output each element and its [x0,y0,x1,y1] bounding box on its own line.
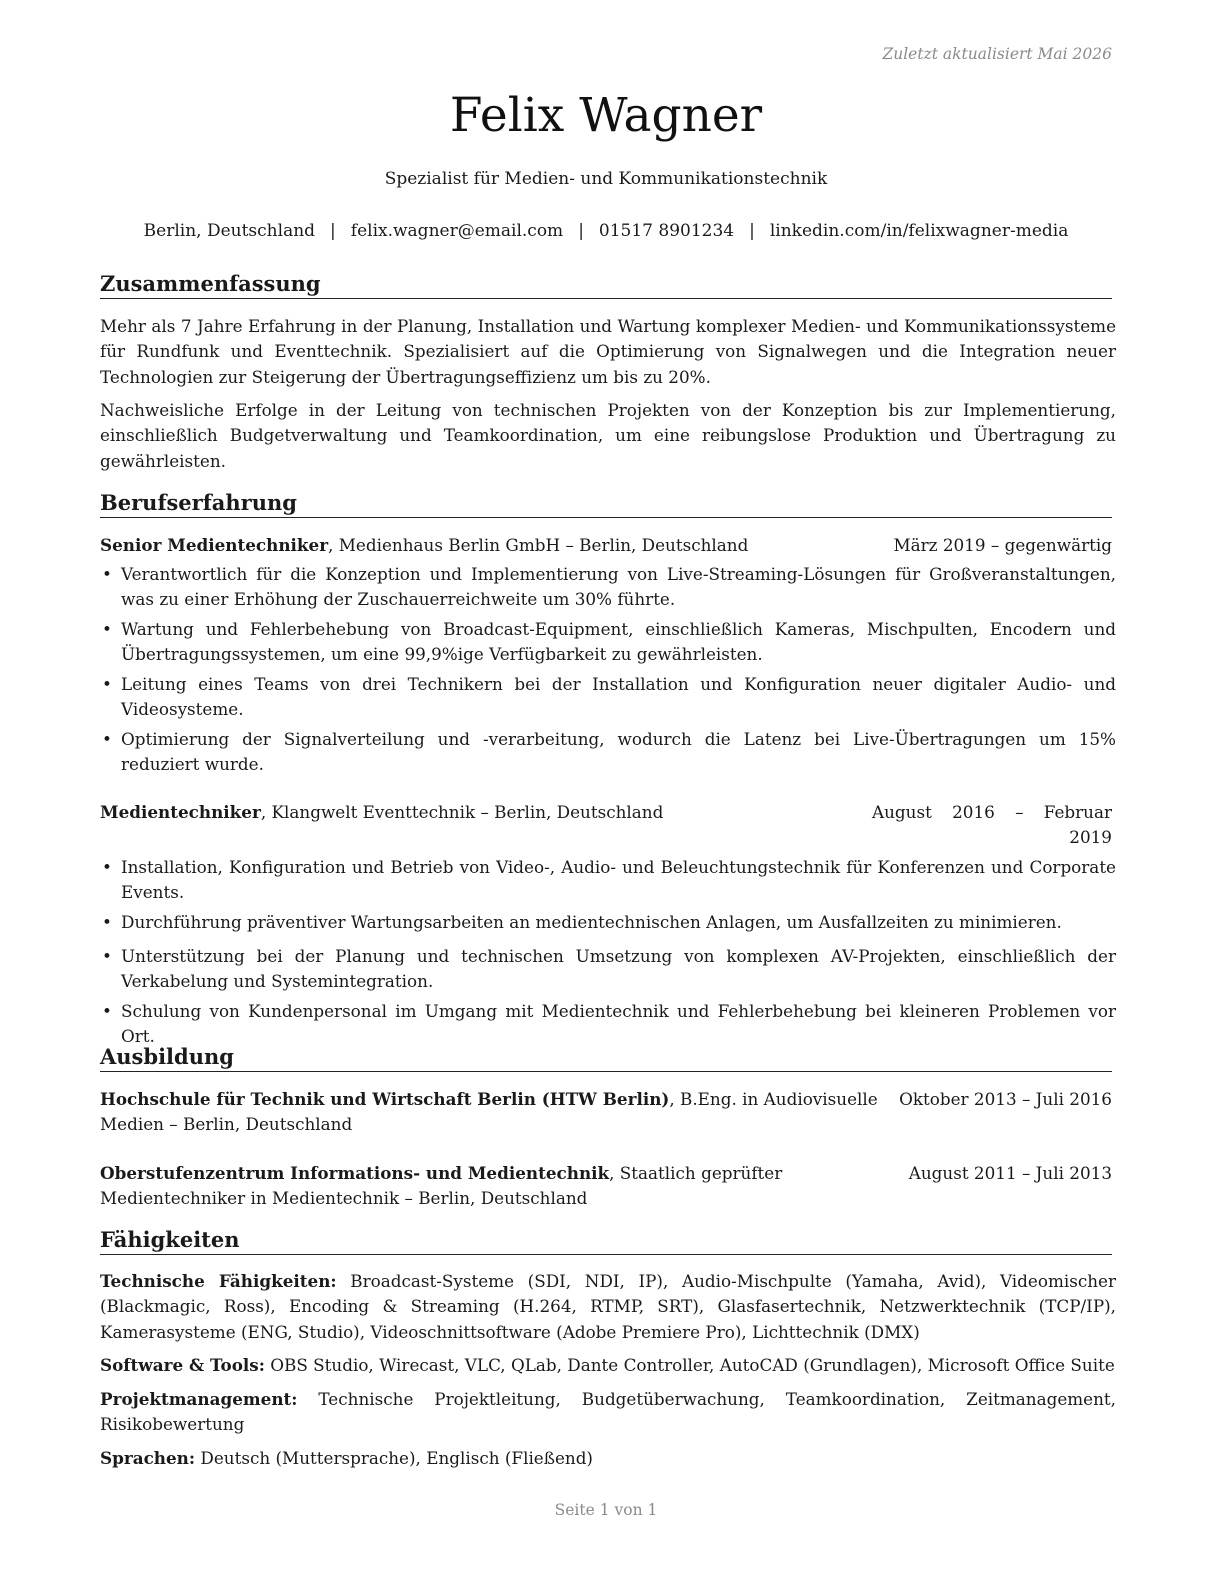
list-item-text: Optimierung der Signalverteilung und -verarbeitung, wodurch die Latenz bei Live-Übertragungen um 15% reduziert wurde. [121,729,1116,775]
list-item [100,562,1116,613]
contact-separator: | [578,221,584,241]
education-entry [100,1161,1112,1212]
bullet-icon: • [102,1001,112,1021]
bullet-icon: • [102,946,112,966]
job-date: März 2019 – gegenwärtig [893,535,1112,555]
list-item-text: Leitung eines Teams von drei Technikern bei der Installation und Konfiguration neuer digitaler Audio- und Videosysteme. [121,674,1116,720]
list-item-text: Verantwortlich für die Konzeption und Implementierung von Live-Streaming-Lösungen für Großveranstaltungen, was zu einer Erhöhung der Zuschauerreichweite um 30% führte. [121,564,1116,610]
list-item [100,910,1116,935]
job-date: August 2016 – Februar 2019 [872,802,1112,848]
skill-label: Software & Tools: [100,1355,265,1375]
bullet-icon: • [102,564,112,584]
skill-text: Broadcast-Systeme (SDI, NDI, IP), Audio-Mischpulte (Yamaha, Avid), Videomischer (Blackmagic, Ross), Encoding & Streaming (H.264, RTMP, SRT), Glasfasertechnik, Netzwerktechnik (TCP/IP), Kamerasysteme (ENG, Studio), Videoschnittsoftware (Adobe Premiere Pro), Lichttechnik (DMX) [100,1271,1116,1342]
list-item [100,855,1116,906]
job-details: , Medienhaus Berlin GmbH – Berlin, Deutschland [328,535,749,555]
skill-group [100,1269,1116,1345]
bullet-icon: • [102,729,112,749]
education-school: Hochschule für Technik und Wirtschaft Berlin (HTW Berlin) [100,1089,670,1109]
bullet-icon: • [102,674,112,694]
skill-group [100,1353,1116,1378]
education-entry [100,1087,1112,1138]
skill-group [100,1387,1116,1438]
job-role: Senior Medientechniker [100,535,329,555]
summary-paragraph: Nachweisliche Erfolge in der Leitung von technischen Projekten von der Konzeption bis zur Implementierung, einschließlich Budgetverwaltung und Teamkoordination, um eine reibungslose Produktion und Übertragung zu gewährleisten. [100,400,1116,471]
education-date: August 2011 – Juli 2013 [908,1163,1112,1183]
education-date: Oktober 2013 – Juli 2016 [899,1089,1112,1109]
skill-label: Sprachen: [100,1448,196,1468]
skill-group [100,1446,1116,1471]
candidate-name: Felix Wagner [449,88,763,143]
list-item-text: Wartung und Fehlerbehebung von Broadcast-Equipment, einschließlich Kameras, Mischpulten, Encodern und Übertragungssystemen, um eine 99,9%ige Verfügbarkeit zu gewährleisten. [121,619,1116,665]
skill-text: Technische Projektleitung, Budgetüberwachung, Teamkoordination, Zeitmanagement, Risikobewertung [100,1389,1116,1435]
list-item [100,727,1116,778]
education-school: Oberstufenzentrum Informations- und Medientechnik [100,1163,610,1183]
bullet-icon: • [102,619,112,639]
section-heading-skills: Fähigkeiten [100,1226,1112,1255]
list-item [100,617,1116,668]
skill-text: Deutsch (Muttersprache), Englisch (Fließend) [195,1448,593,1468]
last-updated: Zuletzt aktualisiert Mai 2026 [882,45,1112,63]
skill-text: OBS Studio, Wirecast, VLC, QLab, Dante Controller, AutoCAD (Grundlagen), Microsoft Office Suite [264,1355,1115,1375]
page-number: Seite 1 von 1 [554,1501,658,1519]
job-role: Medientechniker [100,802,261,822]
list-item-text: Schulung von Kundenpersonal im Umgang mit Medientechnik und Fehlerbehebung bei kleineren Problemen vor Ort. [121,1001,1116,1047]
candidate-title: Spezialist für Medien- und Kommunikationstechnik [384,169,828,189]
list-item-text: Unterstützung bei der Planung und technischen Umsetzung von komplexen AV-Projekten, einschließlich der Verkabelung und Systemintegration. [121,946,1116,992]
section-heading-summary: Zusammenfassung [100,270,1112,299]
contact-email[interactable]: felix.wagner@email.com [350,221,564,241]
list-item-text: Installation, Konfiguration und Betrieb von Video-, Audio- und Beleuchtungstechnik für Konferenzen und Corporate Events. [121,857,1116,903]
section-heading-experience: Berufserfahrung [100,489,1112,518]
summary-paragraph: Mehr als 7 Jahre Erfahrung in der Planung, Installation und Wartung komplexer Medien- und Kommunikationssysteme für Rundfunk und Eventtechnik. Spezialisiert auf die Optimierung von Signalwegen und die Integration neuer Technologien zur Steigerung der Übertragungseffizienz um bis zu 20%. [100,316,1116,387]
job-details: , Klangwelt Eventtechnik – Berlin, Deutschland [260,802,664,822]
list-item [100,944,1116,995]
bullet-icon: • [102,912,112,932]
contact-line [100,220,1112,242]
contact-linkedin[interactable]: linkedin.com/in/felixwagner-media [769,221,1069,241]
bullet-icon: • [102,857,112,877]
skill-label: Technische Fähigkeiten: [100,1271,337,1291]
education-details: , B.Eng. in Audiovisuelle Medien – Berlin, Deutschland [100,1089,878,1135]
list-item [100,672,1116,723]
contact-separator: | [749,221,755,241]
skill-label: Projektmanagement: [100,1389,298,1409]
education-details: , Staatlich geprüfter Medientechniker in Medientechnik – Berlin, Deutschland [100,1163,783,1209]
contact-separator: | [330,221,336,241]
contact-location: Berlin, Deutschland [143,221,316,241]
job-header [100,533,1112,558]
contact-phone[interactable]: 01517 8901234 [598,221,735,241]
list-item [100,999,1116,1050]
section-heading-education: Ausbildung [100,1043,1112,1072]
job-header [100,800,1112,848]
list-item-text: Durchführung präventiver Wartungsarbeiten an medientechnischen Anlagen, um Ausfallzeiten zu minimieren. [121,912,1062,932]
